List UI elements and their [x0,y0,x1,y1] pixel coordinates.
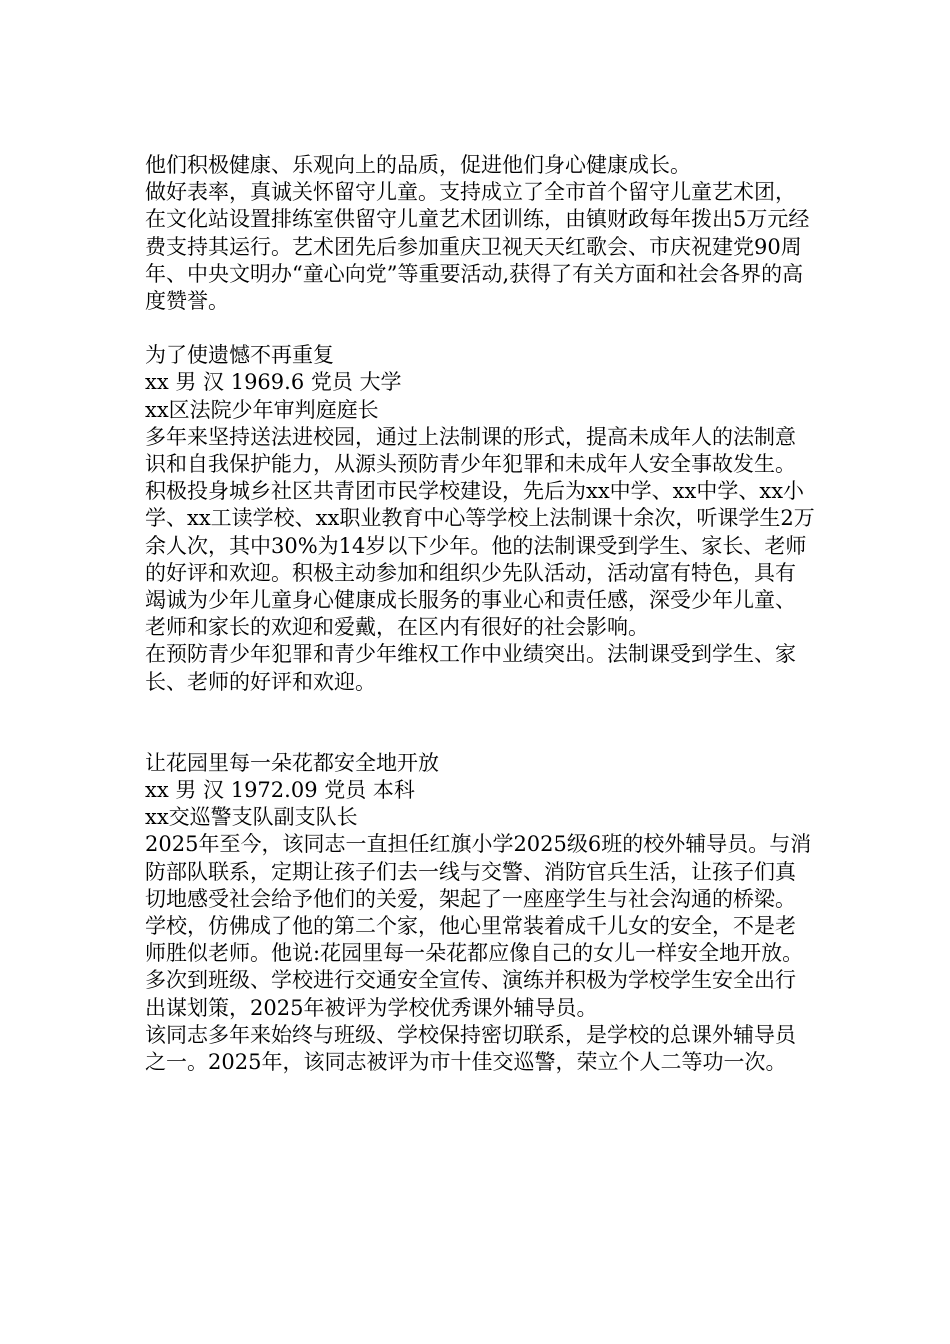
paragraph: 2025年至今，该同志一直担任红旗小学2025级6班的校外辅导员。与消防部队联系，定期让孩子们去一线与交警、消防官兵生活，让孩子们真切地感受社会给予他们的关爱，架起了一座座学生与社会沟通的桥梁。 [145,832,812,911]
paragraph: 积极投身城乡社区共青团市民学校建设，先后为xx中学、xx中学、xx小学、xx工读学校、xx职业教育中心等学校上法制课十余次，听课学生2万余人次，其中30%为14岁以下少年。他的法制课受到学生、家长、老师的好评和欢迎。积极主动参加和组织少先队活动，活动富有特色，具有竭诚为少年儿童身心健康成长服务的事业心和责任感，深受少年儿童、老师和家长的欢迎和爱戴，在区内有很好的社会影响。 [145,479,815,640]
document-body [145,152,815,1076]
person-info: xx 男 汉 1969.6 党员 大学 [145,370,402,395]
section-title: 让花园里每一朵花都安全地开放 [145,750,439,775]
paragraph: 该同志多年来始终与班级、学校保持密切联系，是学校的总课外辅导员之一。2025年，该同志被评为市十佳交巡警，荣立个人二等功一次。 [145,1022,796,1075]
person-position: xx区法院少年审判庭庭长 [145,397,379,422]
paragraph: 他们积极健康、乐观向上的品质，促进他们身心健康成长。 [145,153,691,177]
paragraph: 做好表率，真诚关怀留守儿童。支持成立了全市首个留守儿童艺术团，在文化站设置排练室供留守儿童艺术团训练，由镇财政每年拨出5万元经费支持其运行。艺术团先后参加重庆卫视天天红歌会、市庆祝建党90周年、中央文明办“童心向党”等重要活动,获得了有关方面和社会各界的高度赞誉。 [145,180,810,314]
section-title: 为了使遗憾不再重复 [145,343,334,368]
paragraph: 学校，仿佛成了他的第二个家，他心里常装着成千儿女的安全，不是老师胜似老师。他说:花园里每一朵花都应像自己的女儿一样安全地开放。多次到班级、学校进行交通安全宣传、演练并积极为学校学生安全出行出谋划策，2025年被评为学校优秀课外辅导员。 [145,914,804,1020]
paragraph: 在预防青少年犯罪和青少年维权工作中业绩突出。法制课受到学生、家长、老师的好评和欢迎。 [145,642,796,694]
person-info: xx 男 汉 1972.09 党员 本科 [145,778,415,803]
spacer [145,315,815,342]
person-position: xx交巡警支队副支队长 [145,805,358,830]
paragraph: 多年来坚持送法进校园，通过上法制课的形式，提高未成年人的法制意识和自我保护能力，从源头预防青少年犯罪和未成年人安全事故发生。 [145,424,796,477]
spacer [145,696,815,750]
